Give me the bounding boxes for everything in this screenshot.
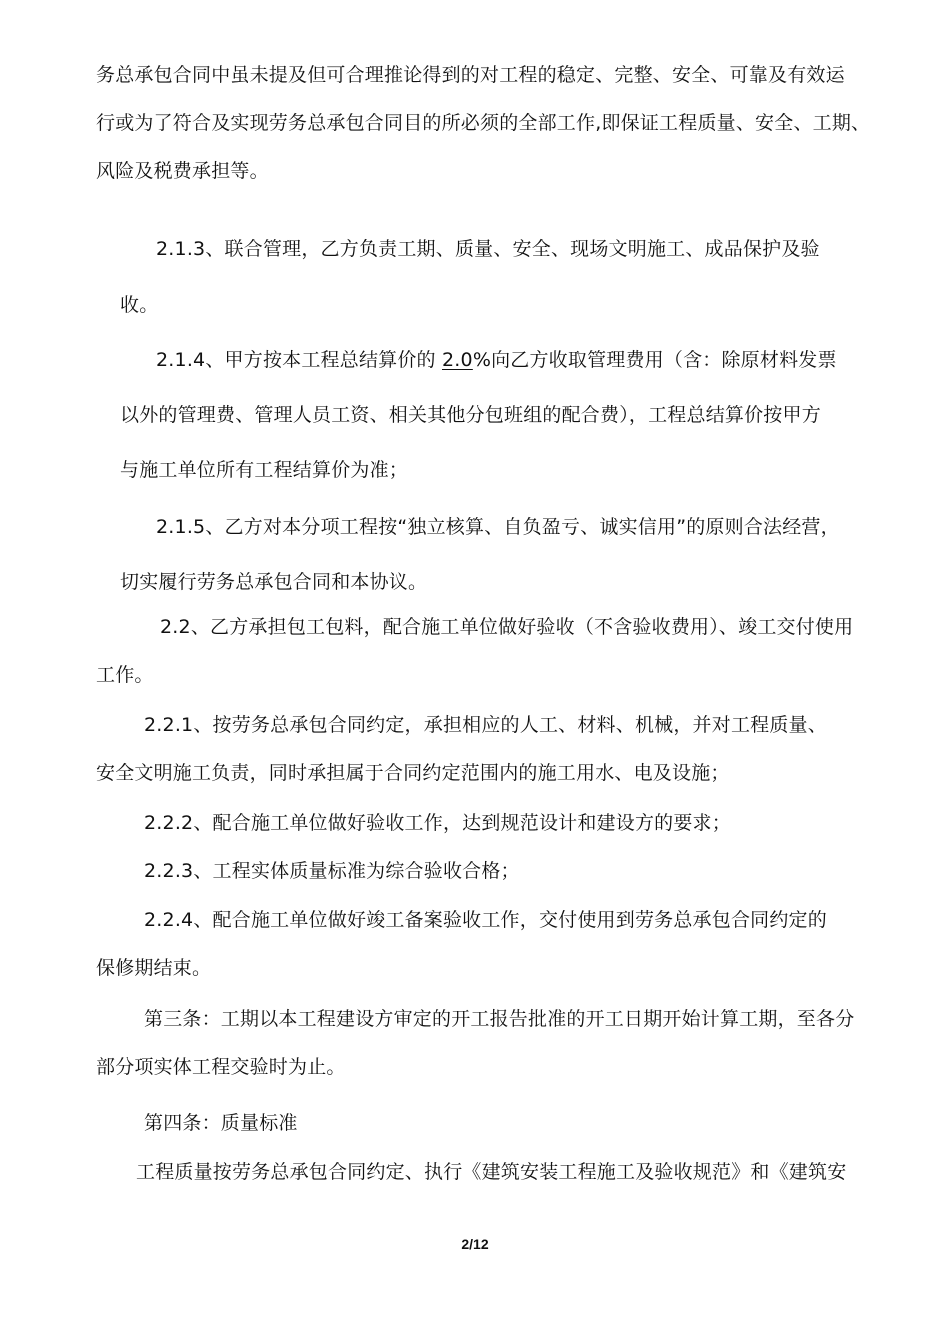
paragraph-line: 风险及税费承担等。 [96, 160, 269, 182]
clause-2-1-4 [156, 347, 837, 373]
clause-text: 2.1.4、甲方按本工程总结算价的 [156, 349, 442, 371]
paragraph-line: 以外的管理费、管理人员工资、相关其他分包班组的配合费），工程总结算价按甲方 [120, 404, 821, 426]
paragraph-line: 收。 [120, 294, 159, 316]
paragraph-line: 行或为了符合及实现劳务总承包合同目的所必须的全部工作,即保证工程质量、安全、工期、 [96, 112, 871, 134]
clause-text: %向乙方收取管理费用（含：除原材料发票 [472, 349, 837, 371]
clause-2-2-4: 2.2.4、配合施工单位做好竣工备案验收工作，交付使用到劳务总承包合同约定的 [144, 909, 827, 931]
clause-2-2: 2.2、乙方承担包工包料，配合施工单位做好验收（不含验收费用）、竣工交付使用 [160, 616, 854, 638]
paragraph-line: 与施工单位所有工程结算价为准； [120, 459, 409, 481]
page-number: 2/12 [461, 1236, 489, 1252]
paragraph-line: 部分项实体工程交验时为止。 [96, 1056, 346, 1078]
paragraph-line: 工程质量按劳务总承包合同约定、执行《建筑安装工程施工及验收规范》和《建筑安 [136, 1161, 847, 1183]
article-three: 第三条：工期以本工程建设方审定的开工报告批准的开工日期开始计算工期，至各分 [144, 1008, 855, 1030]
clause-2-2-3: 2.2.3、工程实体质量标准为综合验收合格； [144, 860, 520, 882]
paragraph-line: 切实履行劳务总承包合同和本协议。 [120, 571, 428, 593]
clause-2-1-3: 2.1.3、联合管理，乙方负责工期、质量、安全、现场文明施工、成品保护及验 [156, 238, 820, 260]
clause-2-2-2: 2.2.2、配合施工单位做好验收工作，达到规范设计和建设方的要求； [144, 812, 731, 834]
clause-2-1-5: 2.1.5、乙方对本分项工程按“独立核算、自负盈亏、诚实信用”的原则合法经营， [156, 516, 840, 538]
clause-2-2-1: 2.2.1、按劳务总承包合同约定，承担相应的人工、材料、机械，并对工程质量、 [144, 714, 827, 736]
paragraph-line: 安全文明施工负责，同时承担属于合同约定范围内的施工用水、电及设施； [96, 762, 730, 784]
paragraph-line: 工作。 [96, 664, 154, 686]
paragraph-line: 保修期结束。 [96, 957, 212, 979]
fee-rate-value: 2.0 [442, 349, 473, 371]
article-four-heading: 第四条：质量标准 [144, 1112, 298, 1134]
paragraph-line: 务总承包合同中虽未提及但可合理推论得到的对工程的稳定、完整、安全、可靠及有效运 [96, 64, 845, 86]
